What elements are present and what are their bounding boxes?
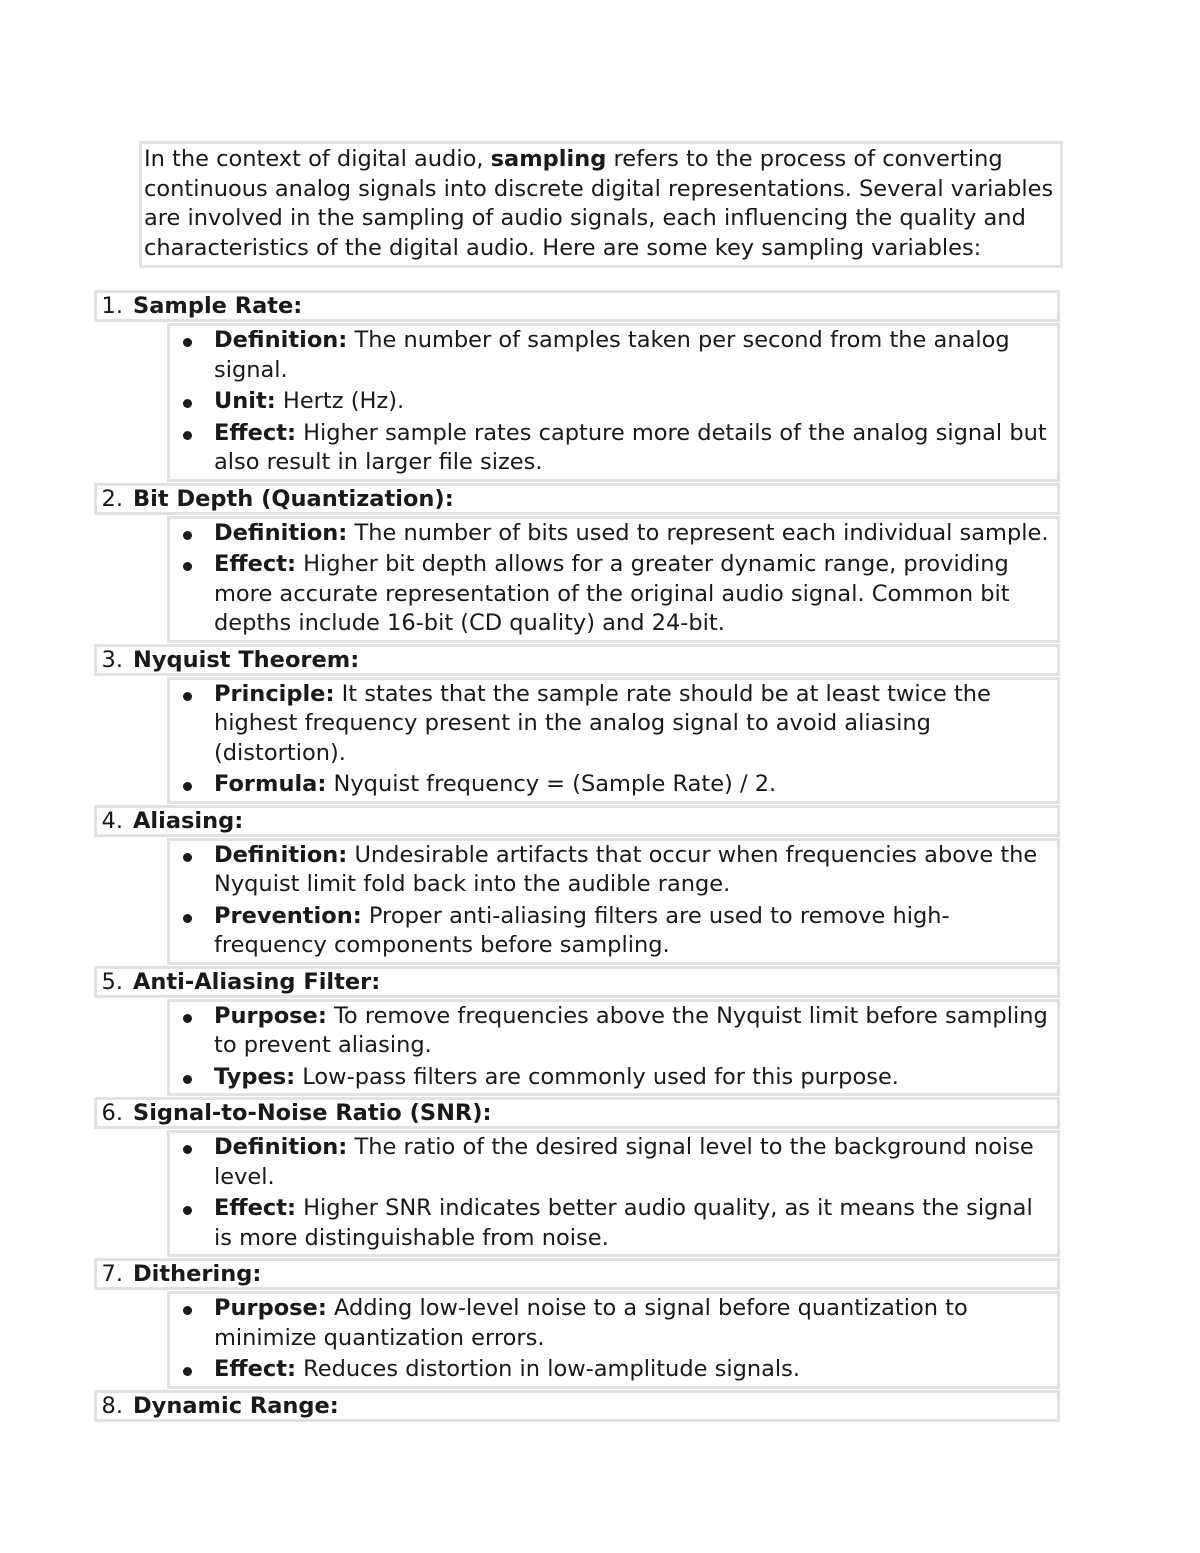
bullet-dot-icon (182, 1294, 214, 1353)
bullet-dot-icon (182, 1002, 214, 1061)
list-item-details (167, 1291, 1060, 1389)
bullet-label: Effect: (214, 551, 296, 577)
intro-suffix: refers to the process of converting continuous analog signals into discrete digital representations. Several variables are involved in the sampling of audio signals, each influencing the quality and characteristics of the digital audio. Here are some key sampling variables: (144, 146, 1054, 261)
list-item-number: 8. (101, 1392, 123, 1419)
bullet-point (182, 1063, 1055, 1093)
bullet-text (214, 1063, 1055, 1093)
bullet-text (214, 326, 1055, 385)
list-item-details (167, 999, 1060, 1097)
list-item-heading (94, 644, 1060, 676)
bullet-text (214, 841, 1055, 900)
list-item-details (167, 516, 1060, 643)
bullet-point (182, 387, 1055, 417)
bullet-dot-icon (182, 387, 214, 417)
bullet-description: It states that the sample rate should be at least twice the highest frequency present in the analog signal to avoid aliasing (distortion). (214, 680, 991, 766)
bullet-label: Definition: (214, 519, 348, 546)
list-item-details (167, 838, 1060, 965)
sampling-variables-list (94, 290, 1060, 1423)
bullet-label: Definition: (214, 327, 348, 353)
list-item-title: Anti-Aliasing Filter: (133, 968, 381, 995)
list-item-title: Bit Depth (Quantization): (133, 485, 454, 512)
bullet-dot-icon (182, 419, 214, 478)
list-item-title: Signal-to-Noise Ratio (SNR): (133, 1100, 492, 1126)
list-item-number: 7. (101, 1261, 123, 1287)
bullet-point (182, 1133, 1055, 1192)
bullet-point (182, 841, 1055, 900)
list-item-number: 3. (101, 646, 123, 673)
bullet-point (182, 519, 1055, 549)
list-item-title: Aliasing: (133, 807, 244, 834)
bullet-description: The number of bits used to represent each individual sample. (347, 519, 1049, 546)
list-item-number: 4. (101, 807, 123, 834)
bullet-dot-icon (182, 550, 214, 639)
bullet-point (182, 1294, 1055, 1353)
bullet-dot-icon (182, 680, 214, 769)
bullet-text (214, 1294, 1055, 1353)
bullet-dot-icon (182, 519, 214, 549)
list-item-details (167, 677, 1060, 804)
bullet-text (214, 770, 1055, 800)
bullet-label: Definition: (214, 841, 348, 868)
list-item-heading (94, 483, 1060, 515)
bullet-text (214, 519, 1055, 549)
bullet-description: Adding low-level noise to a signal before quantization to minimize quantization errors. (214, 1295, 968, 1351)
bullet-description: Higher sample rates capture more details of the analog signal but also result in larger file sizes. (214, 419, 1047, 475)
bullet-text (214, 419, 1055, 478)
list-item-number: 5. (101, 968, 123, 995)
list-item-title: Sample Rate: (133, 293, 303, 319)
bullet-label: Principle: (214, 680, 335, 707)
bullet-dot-icon (182, 1063, 214, 1093)
bullet-label: Prevention: (214, 902, 362, 929)
bullet-description: To remove frequencies above the Nyquist limit before sampling to prevent aliasing. (214, 1002, 1048, 1058)
list-item-heading (94, 1258, 1060, 1290)
bullet-description: The ratio of the desired signal level to the background noise level. (214, 1134, 1034, 1190)
bullet-description: Nyquist frequency = (Sample Rate) / 2. (326, 771, 777, 797)
bullet-point (182, 770, 1055, 800)
bullet-description: Undesirable artifacts that occur when frequencies above the Nyquist limit fold back into the audible range. (214, 841, 1038, 897)
bullet-label: Types: (214, 1063, 296, 1090)
bullet-text (214, 1002, 1055, 1061)
list-item-heading (94, 805, 1060, 837)
bullet-dot-icon (182, 902, 214, 961)
list-item-number: 6. (101, 1100, 123, 1126)
bullet-point (182, 1355, 1055, 1385)
bullet-point (182, 550, 1055, 639)
list-item-number: 2. (101, 485, 123, 512)
bullet-point (182, 1194, 1055, 1253)
bullet-description: Hertz (Hz). (275, 388, 405, 414)
bullet-text (214, 387, 1055, 417)
intro-paragraph (139, 141, 1063, 268)
bullet-text (214, 902, 1055, 961)
list-item-heading (94, 966, 1060, 998)
bullet-label: Purpose: (214, 1295, 327, 1321)
bullet-label: Effect: (214, 1195, 296, 1221)
list-item-details (167, 323, 1060, 482)
list-item-heading (94, 1097, 1060, 1129)
intro-prefix: In the context of digital audio, (144, 146, 491, 172)
bullet-text (214, 1133, 1055, 1192)
bullet-label: Effect: (214, 419, 296, 446)
bullet-description: Proper anti-aliasing filters are used to remove high-frequency components before sampling. (214, 902, 950, 958)
bullet-dot-icon (182, 1194, 214, 1253)
list-item-title: Dithering: (133, 1261, 262, 1287)
bullet-description: The number of samples taken per second from the analog signal. (214, 327, 1010, 383)
bullet-point (182, 680, 1055, 769)
bullet-point (182, 326, 1055, 385)
bullet-label: Purpose: (214, 1002, 327, 1029)
bullet-text (214, 680, 1055, 769)
list-item-heading (94, 1390, 1060, 1422)
bullet-description: Low-pass filters are commonly used for this purpose. (295, 1063, 899, 1090)
bullet-label: Effect: (214, 1356, 296, 1382)
bullet-text (214, 1355, 1055, 1385)
bullet-dot-icon (182, 841, 214, 900)
bullet-point (182, 902, 1055, 961)
list-item-title: Dynamic Range: (133, 1392, 339, 1419)
bullet-dot-icon (182, 770, 214, 800)
list-item-details (167, 1130, 1060, 1257)
bullet-dot-icon (182, 1355, 214, 1385)
bullet-label: Formula: (214, 771, 327, 797)
bullet-description: Higher SNR indicates better audio quality, as it means the signal is more distinguishable from noise. (214, 1195, 1033, 1251)
intro-bold-term: sampling (490, 146, 607, 172)
list-item-title: Nyquist Theorem: (133, 646, 360, 673)
list-item-heading (94, 290, 1060, 322)
bullet-text (214, 550, 1055, 639)
bullet-dot-icon (182, 326, 214, 385)
bullet-label: Definition: (214, 1134, 348, 1160)
bullet-description: Reduces distortion in low-amplitude signals. (295, 1356, 801, 1382)
bullet-description: Higher bit depth allows for a greater dynamic range, providing more accurate representation of the original audio signal. Common bit depths include 16-bit (CD quality) and 24-bit. (214, 551, 1010, 636)
bullet-point (182, 1002, 1055, 1061)
bullet-point (182, 419, 1055, 478)
bullet-dot-icon (182, 1133, 214, 1192)
bullet-label: Unit: (214, 388, 276, 414)
bullet-text (214, 1194, 1055, 1253)
list-item-number: 1. (101, 293, 123, 319)
